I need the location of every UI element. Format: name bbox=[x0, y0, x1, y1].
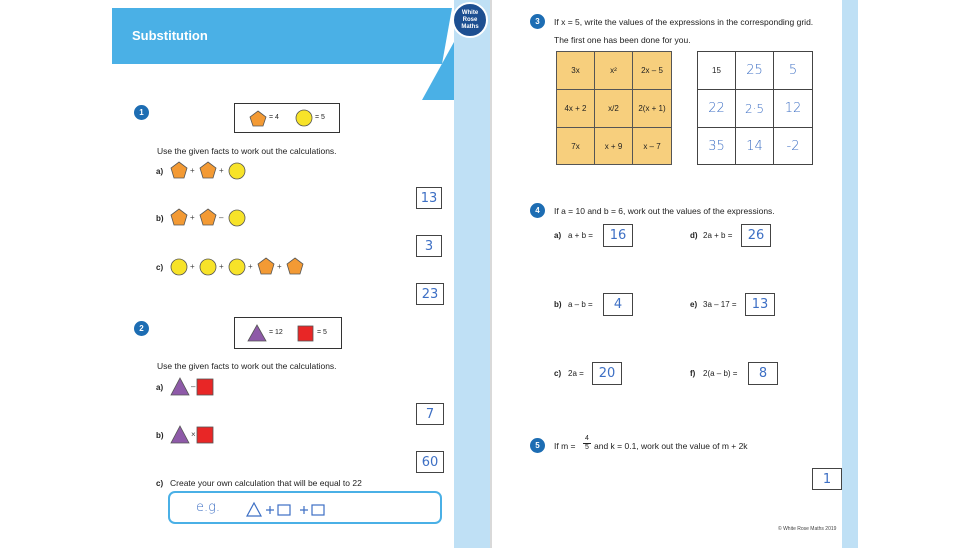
q1c-op2: + bbox=[219, 262, 224, 271]
grid-answer-cell: 15 bbox=[698, 52, 736, 90]
grid-answer-cell[interactable]: 14 bbox=[736, 128, 774, 165]
q1b-op2: – bbox=[219, 213, 224, 222]
circle-icon bbox=[229, 210, 245, 226]
grid-answer-cell[interactable]: 5 bbox=[774, 52, 812, 90]
square-icon bbox=[197, 427, 213, 443]
q4-label-a: a) bbox=[554, 231, 562, 240]
q1a-op1: + bbox=[190, 166, 195, 175]
grid-answer-cell[interactable]: 12 bbox=[774, 90, 812, 128]
grid-cell: x/2 bbox=[595, 90, 633, 128]
pentagon-icon bbox=[200, 209, 216, 225]
q3-line2: The first one has been done for you. bbox=[554, 35, 691, 45]
pentagon-icon bbox=[171, 162, 187, 178]
q2c-text: Create your own calculation that will be equal to 22 bbox=[170, 478, 362, 488]
q1b-shapes bbox=[170, 207, 250, 229]
grid-cell: x + 9 bbox=[595, 128, 633, 165]
q1-facts-box: = 4 = 5 bbox=[234, 103, 340, 133]
q2-instruction: Use the given facts to work out the calculations. bbox=[157, 361, 337, 371]
question-2-number: 2 bbox=[134, 321, 149, 336]
q1c-op4: + bbox=[277, 262, 282, 271]
grid-answer-cell[interactable]: 35 bbox=[698, 128, 736, 165]
grid-cell: x – 7 bbox=[643, 142, 661, 151]
q1c-op1: + bbox=[190, 262, 195, 271]
triangle-icon bbox=[247, 324, 267, 342]
q1-label-b: b) bbox=[156, 214, 164, 223]
white-rose-logo: White Rose Maths bbox=[452, 2, 488, 38]
circle-icon bbox=[229, 163, 245, 179]
q4b-answer-box[interactable]: 4 bbox=[603, 293, 633, 316]
circle-icon bbox=[200, 259, 216, 275]
grid-cell: 3x bbox=[557, 52, 595, 90]
side-strip bbox=[454, 0, 492, 548]
grid-cell: 2(x + 1) bbox=[633, 90, 671, 128]
left-page bbox=[112, 0, 492, 548]
q1a-shapes bbox=[170, 160, 250, 182]
grid-cell: 2x – 5 bbox=[633, 52, 671, 90]
q2a-answer-box[interactable]: 7 bbox=[416, 403, 444, 425]
right-edge-strip bbox=[842, 0, 858, 548]
q4-label-f: f) bbox=[690, 369, 696, 378]
q1c-answer-box[interactable]: 23 bbox=[416, 283, 444, 305]
pentagon-icon bbox=[171, 209, 187, 225]
q1-label-c: c) bbox=[156, 263, 164, 272]
q4-intro: If a = 10 and b = 6, work out the values of the expressions. bbox=[554, 206, 775, 216]
q4-expr-f: 2(a – b) = bbox=[703, 369, 738, 378]
pentagon-icon bbox=[287, 258, 303, 274]
circle-icon bbox=[171, 259, 187, 275]
grid-answer-cell[interactable]: 2·5 bbox=[736, 90, 774, 128]
question-5-number: 5 bbox=[530, 438, 545, 453]
circle-icon bbox=[229, 259, 245, 275]
grid-cell: 4x + 2 bbox=[557, 90, 595, 128]
question-3-number: 3 bbox=[530, 14, 545, 29]
q1a-answer-box[interactable]: 13 bbox=[416, 187, 442, 209]
q4-label-e: e) bbox=[690, 300, 698, 309]
question-1-number: 1 bbox=[134, 105, 149, 120]
q1-label-a: a) bbox=[156, 167, 164, 176]
q5-post: and k = 0.1, work out the value of m + 2k bbox=[594, 441, 748, 451]
pentagon-icon bbox=[200, 162, 216, 178]
triangle-icon bbox=[171, 378, 189, 395]
q2c-answer-box[interactable] bbox=[168, 491, 442, 524]
page-divider bbox=[490, 0, 492, 548]
q4-expr-d: 2a + b = bbox=[703, 231, 733, 240]
pentagon-icon bbox=[258, 258, 274, 274]
grid-cell: 7x bbox=[557, 128, 595, 165]
q1a-op2: + bbox=[219, 166, 224, 175]
triangle-icon bbox=[171, 426, 189, 443]
q1b-answer-box[interactable]: 3 bbox=[416, 235, 442, 257]
q1c-op3: + bbox=[248, 262, 253, 271]
q1b-op1: + bbox=[190, 213, 195, 222]
q4f-answer-box[interactable]: 8 bbox=[748, 362, 778, 385]
q4-expr-a: a + b = bbox=[568, 231, 593, 240]
pentagon-icon bbox=[249, 110, 267, 127]
q2a-op: – bbox=[191, 382, 196, 391]
grid-answer-cell[interactable]: -2 bbox=[786, 139, 800, 154]
grid-answer-cell[interactable]: 22 bbox=[698, 90, 736, 128]
q4-label-b: b) bbox=[554, 300, 562, 309]
q4-label-d: d) bbox=[690, 231, 698, 240]
q5-pre: If m = bbox=[554, 441, 576, 451]
page-title: Substitution bbox=[132, 28, 208, 43]
q4c-answer-box[interactable]: 20 bbox=[592, 362, 622, 385]
q5-fraction: 4 5 bbox=[583, 435, 591, 452]
q2c-handwritten-eg: e.g. bbox=[196, 500, 221, 515]
circle-icon bbox=[295, 109, 313, 127]
q2c-handwritten-shapes bbox=[246, 501, 356, 519]
grid-cell: x² bbox=[595, 52, 633, 90]
q4d-answer-box[interactable]: 26 bbox=[741, 224, 771, 247]
square-icon bbox=[197, 379, 213, 395]
q3-answer-grid bbox=[697, 51, 813, 165]
q4-label-c: c) bbox=[554, 369, 562, 378]
q4a-answer-box[interactable]: 16 bbox=[603, 224, 633, 247]
q2-label-c: c) bbox=[156, 479, 164, 488]
q1-instruction: Use the given facts to work out the calculations. bbox=[157, 146, 337, 156]
q4e-answer-box[interactable]: 13 bbox=[745, 293, 775, 316]
q3-line1: If x = 5, write the values of the expressions in the corresponding grid. bbox=[554, 17, 814, 27]
side-strip-triangle bbox=[422, 42, 454, 100]
question-4-number: 4 bbox=[530, 203, 545, 218]
right-page bbox=[492, 0, 858, 548]
copyright: © White Rose Maths 2019 bbox=[778, 526, 837, 532]
q4-expr-b: a – b = bbox=[568, 300, 593, 309]
q2-label-a: a) bbox=[156, 383, 164, 392]
q3-expression-grid bbox=[556, 51, 672, 165]
q4-expr-e: 3a – 17 = bbox=[703, 300, 737, 309]
q4-expr-c: 2a = bbox=[568, 369, 584, 378]
grid-answer-cell[interactable]: 25 bbox=[736, 52, 774, 90]
q2b-op: × bbox=[191, 430, 196, 439]
q2-label-b: b) bbox=[156, 431, 164, 440]
square-icon bbox=[297, 325, 314, 342]
q5-answer-box[interactable]: 1 bbox=[812, 468, 842, 490]
q2-facts-box: = 12 = 5 bbox=[234, 317, 342, 349]
q2b-answer-box[interactable]: 60 bbox=[416, 451, 444, 473]
